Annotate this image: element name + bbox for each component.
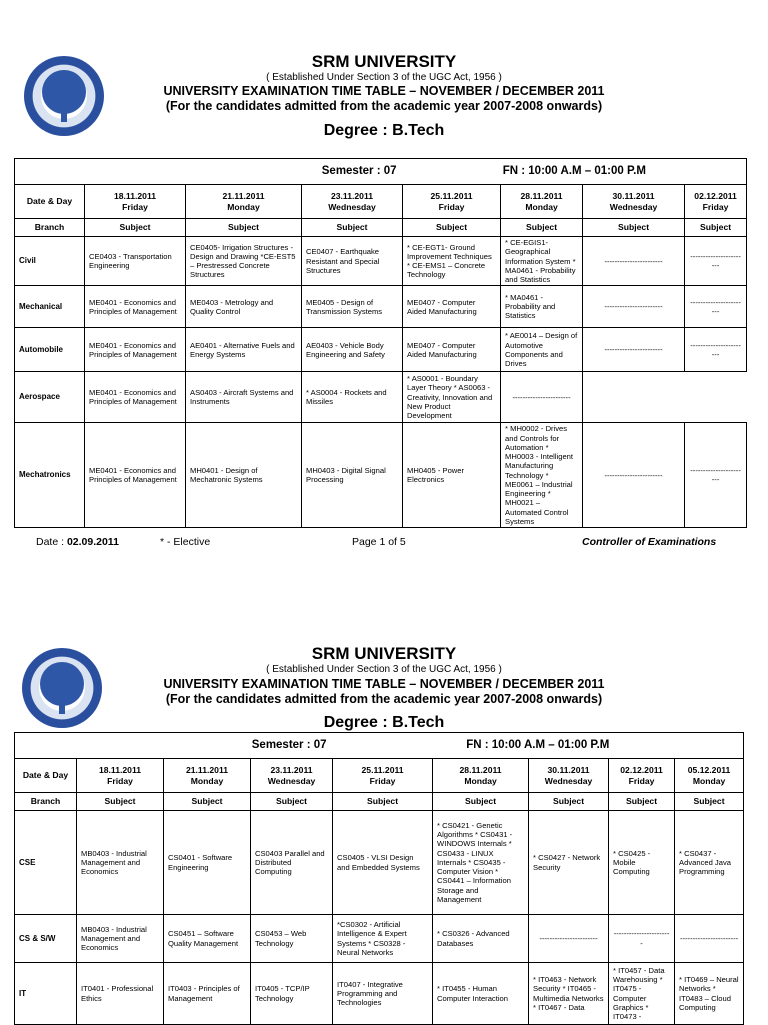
subject-cell: MB0403 - Industrial Management and Economics: [77, 811, 164, 915]
table-row: [15, 423, 747, 528]
footer-page-number: Page 1 of 5: [352, 536, 406, 548]
subject-label: Subject: [333, 793, 433, 811]
subject-cell: CS0405 - VLSI Design and Embedded Systems: [333, 811, 433, 915]
date-header: 28.11.2011 Monday: [501, 185, 583, 219]
date-header: 21.11.2011 Monday: [164, 759, 251, 793]
exam-title: UNIVERSITY EXAMINATION TIME TABLE – NOVEMBER / DECEMBER 2011: [163, 84, 605, 98]
table-row: [15, 237, 747, 286]
degree-title: Degree : B.Tech: [323, 122, 445, 139]
subject-cell: AE0401 - Alternative Fuels and Energy Systems: [186, 328, 302, 372]
table-row: [15, 372, 747, 423]
footer-controller: Controller of Examinations: [582, 536, 717, 548]
session-label: FN : 10:00 A.M – 01:00 P.M: [333, 733, 744, 759]
subject-label: Subject: [186, 219, 302, 237]
subject-cell: -----------------------: [583, 423, 685, 528]
subject-cell: -----------------------: [583, 286, 685, 328]
date-header: 23.11.2011 Wednesday: [251, 759, 333, 793]
date-header: 21.11.2011 Monday: [186, 185, 302, 219]
branch-name: Aerospace: [15, 372, 85, 423]
empty-cell: [685, 372, 747, 423]
subject-cell: ME0407 - Computer Aided Manufacturing: [403, 328, 501, 372]
subject-cell: IT0407 - Integrative Programming and Technologies: [333, 963, 433, 1025]
branch-label: Branch: [15, 219, 85, 237]
table-row: [15, 286, 747, 328]
subject-cell: CS0403 Parallel and Distributed Computing: [251, 811, 333, 915]
timetable-page-1: [14, 158, 747, 528]
subject-cell: -----------------------: [583, 328, 685, 372]
subject-cell: * CS0425 - Mobile Computing: [609, 811, 675, 915]
subject-cell: ME0401 - Economics and Principles of Management: [85, 328, 186, 372]
subject-cell: * MA0461 - Probability and Statistics: [501, 286, 583, 328]
subject-cell: CE0403 - Transportation Engineering: [85, 237, 186, 286]
branch-name: CS & S/W: [15, 915, 77, 963]
date-header: 25.11.2011 Friday: [333, 759, 433, 793]
subject-cell: -----------------------: [685, 286, 747, 328]
subject-cell: ME0407 - Computer Aided Manufacturing: [403, 286, 501, 328]
table-row: [15, 963, 744, 1025]
admitted-note: (For the candidates admitted from the academic year 2007-2008 onwards): [165, 692, 603, 706]
footer-elective: * - Elective: [160, 536, 211, 548]
subject-cell: MH0405 - Power Electronics: [403, 423, 501, 528]
subject-label: Subject: [251, 793, 333, 811]
date-day-label: Date & Day: [15, 759, 77, 793]
date-header: 02.12.2011 Friday: [609, 759, 675, 793]
date-header: 25.11.2011 Friday: [403, 185, 501, 219]
subject-cell: -----------------------: [501, 372, 583, 423]
subject-header-row: [15, 219, 747, 237]
subject-cell: * IT0455 - Human Computer Interaction: [433, 963, 529, 1025]
subject-cell: CE0407 - Earthquake Resistant and Special Structures: [302, 237, 403, 286]
subject-cell: -----------------------: [685, 328, 747, 372]
subject-cell: -----------------------: [609, 915, 675, 963]
subject-cell: CS0453 – Web Technology: [251, 915, 333, 963]
subject-cell: IT0405 - TCP/IP Technology: [251, 963, 333, 1025]
subject-label: Subject: [501, 219, 583, 237]
established-note: ( Established Under Section 3 of the UGC Act, 1956 ): [266, 664, 502, 675]
branch-name: Civil: [15, 237, 85, 286]
subject-cell: * CS0326 - Advanced Databases: [433, 915, 529, 963]
date-header: 02.12.2011 Friday: [685, 185, 747, 219]
subject-label: Subject: [302, 219, 403, 237]
branch-name: Mechanical: [15, 286, 85, 328]
timetable-page-2: [14, 732, 744, 1025]
subject-cell: ME0401 - Economics and Principles of Management: [85, 423, 186, 528]
subject-cell: IT0403 - Principles of Management: [164, 963, 251, 1025]
degree-title: Degree : B.Tech: [323, 714, 445, 731]
subject-cell: AE0403 - Vehicle Body Engineering and Safety: [302, 328, 403, 372]
subject-cell: AS0403 - Aircraft Systems and Instruments: [186, 372, 302, 423]
subject-cell: ME0401 - Economics and Principles of Management: [85, 372, 186, 423]
subject-cell: -----------------------: [685, 423, 747, 528]
subject-cell: IT0401 - Professional Ethics: [77, 963, 164, 1025]
footer-date: Date : 02.09.2011: [36, 536, 119, 548]
exam-title: UNIVERSITY EXAMINATION TIME TABLE – NOVEMBER / DECEMBER 2011: [163, 677, 605, 691]
established-note: ( Established Under Section 3 of the UGC Act, 1956 ): [266, 72, 502, 83]
subject-label: Subject: [583, 219, 685, 237]
subject-cell: -----------------------: [583, 237, 685, 286]
branch-name: Mechatronics: [15, 423, 85, 528]
subject-label: Subject: [433, 793, 529, 811]
subject-cell: ME0401 - Economics and Principles of Management: [85, 286, 186, 328]
session-label: FN : 10:00 A.M – 01:00 P.M: [403, 159, 747, 185]
semester-label: Semester : 07: [15, 159, 403, 185]
university-title: SRM UNIVERSITY: [311, 644, 457, 663]
table-row: [15, 811, 744, 915]
subject-cell: CS0401 - Software Engineering: [164, 811, 251, 915]
subject-cell: * CE-EGT1- Ground Improvement Techniques * CE-EMS1 – Concrete Technology: [403, 237, 501, 286]
subject-cell: MH0401 - Design of Mechatronic Systems: [186, 423, 302, 528]
date-header: 28.11.2011 Monday: [433, 759, 529, 793]
university-title: SRM UNIVERSITY: [311, 52, 457, 71]
subject-cell: * CS0437 - Advanced Java Programming: [675, 811, 744, 915]
date-day-label: Date & Day: [15, 185, 85, 219]
admitted-note: (For the candidates admitted from the academic year 2007-2008 onwards): [165, 99, 603, 113]
subject-cell: -----------------------: [675, 915, 744, 963]
subject-cell: * IT0469 – Neural Networks * IT0483 – Cloud Computing: [675, 963, 744, 1025]
branch-label: Branch: [15, 793, 77, 811]
branch-name: IT: [15, 963, 77, 1025]
date-header: 30.11.2011 Wednesday: [529, 759, 609, 793]
table-row: [15, 328, 747, 372]
subject-cell: CE0405- Irrigation Structures - Design and Drawing *CE-EST5 – Prestressed Concrete Structures: [186, 237, 302, 286]
branch-name: Automobile: [15, 328, 85, 372]
subject-cell: * AE0014 – Design of Automotive Components and Drives: [501, 328, 583, 372]
subject-cell: ME0403 - Metrology and Quality Control: [186, 286, 302, 328]
empty-cell: [583, 372, 685, 423]
subject-cell: * CS0427 - Network Security: [529, 811, 609, 915]
date-header: 23.11.2011 Wednesday: [302, 185, 403, 219]
subject-label: Subject: [85, 219, 186, 237]
subject-cell: * IT0463 - Network Security * IT0465 - Multimedia Networks * IT0467 - Data: [529, 963, 609, 1025]
subject-cell: *CS0302 - Artificial Intelligence & Expert Systems * CS0328 - Neural Networks: [333, 915, 433, 963]
subject-cell: * AS0004 - Rockets and Missiles: [302, 372, 403, 423]
subject-cell: * IT0457 - Data Warehousing * IT0475 - Computer Graphics * IT0473 -: [609, 963, 675, 1025]
subject-cell: * MH0002 - Drives and Controls for Automation * MH0003 - Intelligent Manufacturing Technology * ME0061 – Industrial Engineering * MH0021 – Automated Control Systems: [501, 423, 583, 528]
subject-cell: ME0405 - Design of Transmission Systems: [302, 286, 403, 328]
subject-cell: * AS0001 - Boundary Layer Theory * AS0063 - Creativity, Innovation and New Product Development: [403, 372, 501, 423]
semester-label: Semester : 07: [15, 733, 333, 759]
subject-cell: MH0403 - Digital Signal Processing: [302, 423, 403, 528]
branch-name: CSE: [15, 811, 77, 915]
subject-label: Subject: [164, 793, 251, 811]
date-header: 18.11.2011 Friday: [77, 759, 164, 793]
subject-label: Subject: [77, 793, 164, 811]
subject-label: Subject: [675, 793, 744, 811]
subject-label: Subject: [403, 219, 501, 237]
subject-label: Subject: [609, 793, 675, 811]
dates-row: [15, 185, 747, 219]
subject-cell: -----------------------: [685, 237, 747, 286]
table-row: [15, 915, 744, 963]
date-header: 05.12.2011 Monday: [675, 759, 744, 793]
subject-cell: MB0403 - Industrial Management and Economics: [77, 915, 164, 963]
subject-cell: CS0451 – Software Quality Management: [164, 915, 251, 963]
subject-label: Subject: [529, 793, 609, 811]
date-header: 30.11.2011 Wednesday: [583, 185, 685, 219]
subject-cell: * CS0421 - Genetic Algorithms * CS0431 - WINDOWS Internals * CS0433 - LINUX Internals * CS0435 - Computer Vision * CS0441 – Information Storage and Management: [433, 811, 529, 915]
subject-cell: * CE-EGIS1- Geographical Information System * MA0461 - Probability and Statistics: [501, 237, 583, 286]
subject-header-row: [15, 793, 744, 811]
date-header: 18.11.2011 Friday: [85, 185, 186, 219]
subject-cell: -----------------------: [529, 915, 609, 963]
dates-row: [15, 759, 744, 793]
subject-label: Subject: [685, 219, 747, 237]
